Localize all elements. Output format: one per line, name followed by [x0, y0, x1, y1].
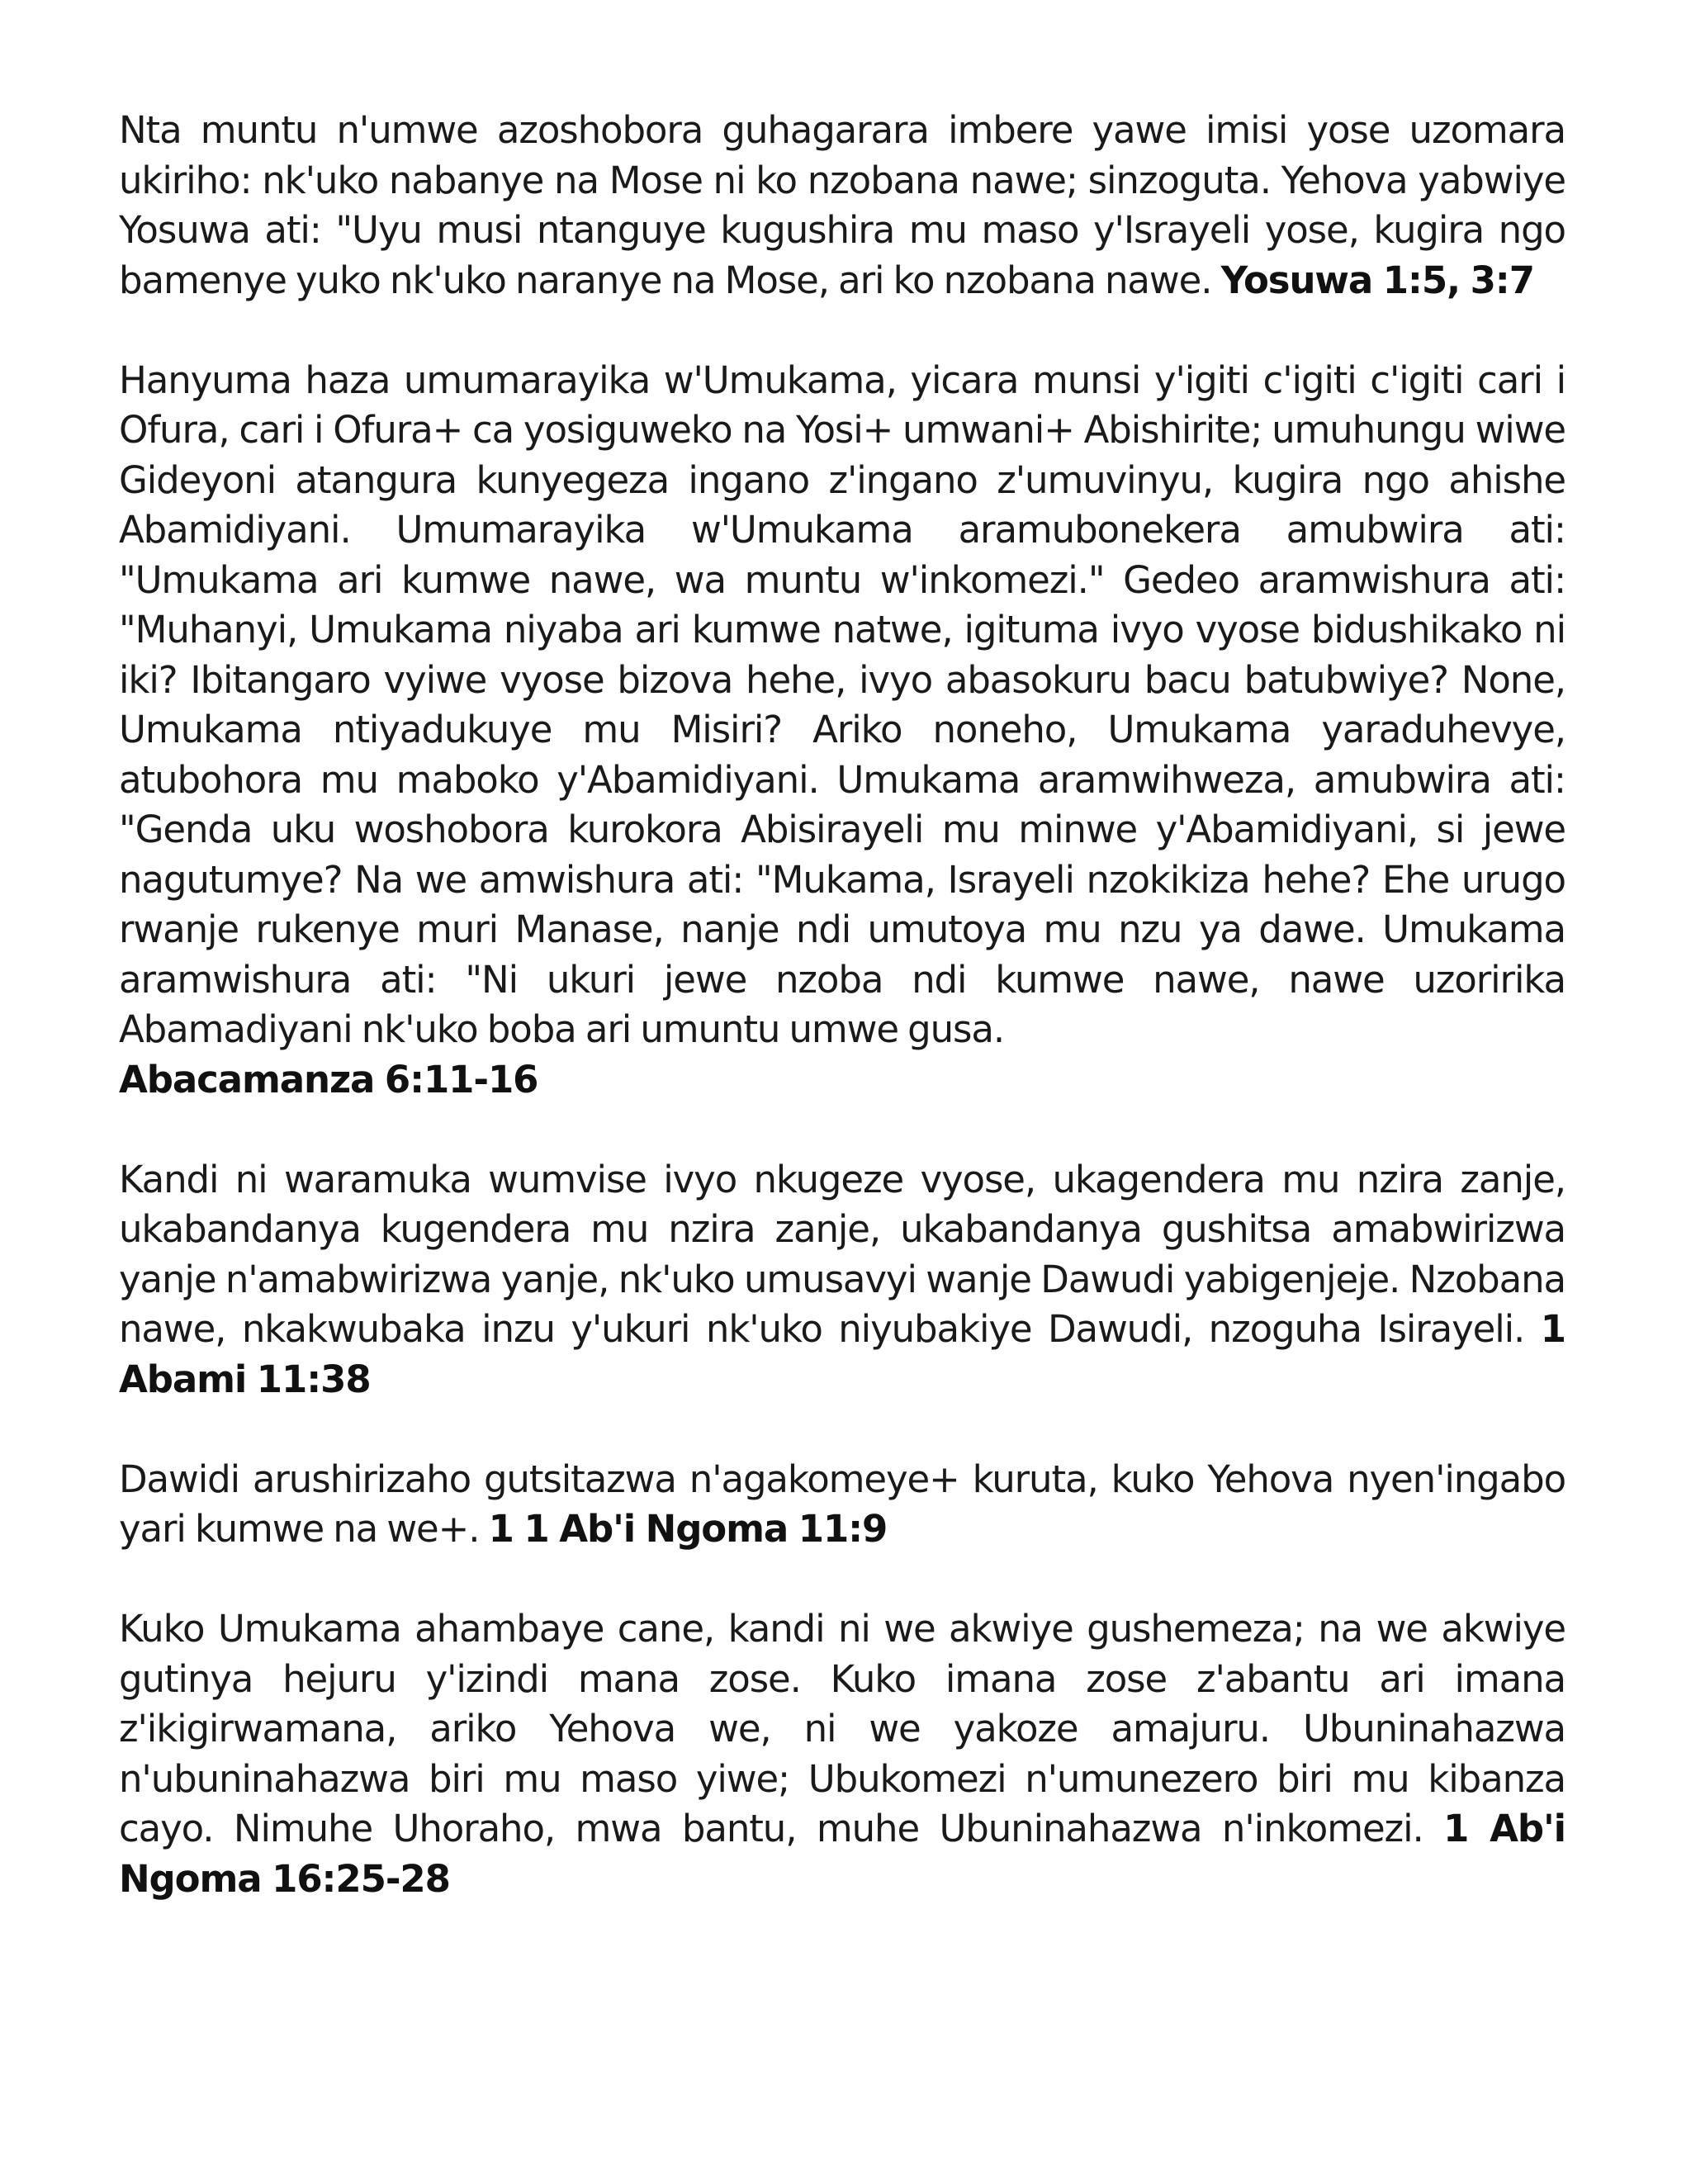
paragraph-4 [119, 1455, 1565, 1555]
paragraph-text: Hanyuma haza umumarayika w'Umukama, yicara munsi y'igiti c'igiti c'igiti cari i Ofura, cari i Ofura+ ca yosiguweko na Yosi+ umwani+ Abishirite; umuhungu wiwe Gideyoni atangura kunyegeza ingano z'ingano z'umuvinyu, kugira ngo ahishe Abamidiyani. Umumarayika w'Umukama aramubonekera amubwira ati: "Umukama ari kumwe nawe, wa muntu w'inkomezi." Gedeo aramwishura ati: "Muhanyi, Umukama niyaba ari kumwe natwe, igituma ivyo vyose bidushikako ni iki? Ibitangaro vyiwe vyose bizova hehe, ivyo abasokuru bacu batubwiye? None, Umukama ntiyadukuye mu Misiri? Ariko noneho, Umukama yaraduhevye, atubohora mu maboko y'Abamidiyani. Umukama aramwihweza, amubwira ati: "Genda uku woshobora kurokora Abisirayeli mu minwe y'Abamidiyani, si jewe nagutumye? Na we amwishura ati: "Mukama, Israyeli nzokikiza hehe? Ehe urugo rwanje rukenye muri Manase, nanje ndi umutoya mu nzu ya dawe. Umukama aramwishura ati: "Ni ukuri jewe nzoba ndi kumwe nawe, nawe uzoririka Abamadiyani nk'uko boba ari umuntu umwe gusa. [119, 358, 1565, 1051]
paragraph-text: Dawidi arushirizaho gutsitazwa n'agakomeye+ kuruta, kuko Yehova nyen'ingabo yari kumwe na we+. [119, 1457, 1565, 1551]
paragraph-text: Kandi ni waramuka wumvise ivyo nkugeze vyose, ukagendera mu nzira zanje, ukabandanya kugendera mu nzira zanje, ukabandanya gushitsa amabwirizwa yanje n'amabwirizwa yanje, nk'uko umusavyi wanje Dawudi yabigenjeje. Nzobana nawe, nkakwubaka inzu y'ukuri nk'uko niyubakiye Dawudi, nzoguha Isirayeli. [119, 1157, 1565, 1351]
paragraph-5 [119, 1604, 1565, 1904]
scripture-reference: 1 Ab'i Ngoma 16:25-28 [119, 1807, 1565, 1901]
paragraph-text: Kuko Umukama ahambaye cane, kandi ni we akwiye gushemeza; na we akwiye gutinya hejuru y'izindi mana zose. Kuko imana zose z'abantu ari imana z'ikigirwamana, ariko Yehova we, ni we yakoze amajuru. Ubuninahazwa n'ubuninahazwa biri mu maso yiwe; Ubukomezi n'umunezero biri mu kibanza cayo. Nimuhe Uhoraho, mwa bantu, muhe Ubuninahazwa n'inkomezi. [119, 1607, 1565, 1850]
paragraph-2 [119, 356, 1565, 1106]
scripture-reference: Abacamanza 6:11-16 [119, 1057, 538, 1101]
scripture-reference: Yosuwa 1:5, 3:7 [1220, 258, 1534, 302]
document-body [119, 106, 1565, 1954]
scripture-reference: 1 Abami 11:38 [119, 1307, 1565, 1401]
paragraph-3 [119, 1155, 1565, 1405]
paragraph-text: Nta muntu n'umwe azoshobora guhagarara imbere yawe imisi yose uzomara ukiriho: nk'uko nabanye na Mose ni ko nzobana nawe; sinzoguta. Yehova yabwiye Yosuwa ati: "Uyu musi ntanguye kugushira mu maso y'Israyeli yose, kugira ngo bamenye yuko nk'uko naranye na Mose, ari ko nzobana nawe. [119, 108, 1565, 302]
paragraph-1 [119, 106, 1565, 306]
scripture-reference: 1 1 Ab'i Ngoma 11:9 [488, 1507, 888, 1551]
